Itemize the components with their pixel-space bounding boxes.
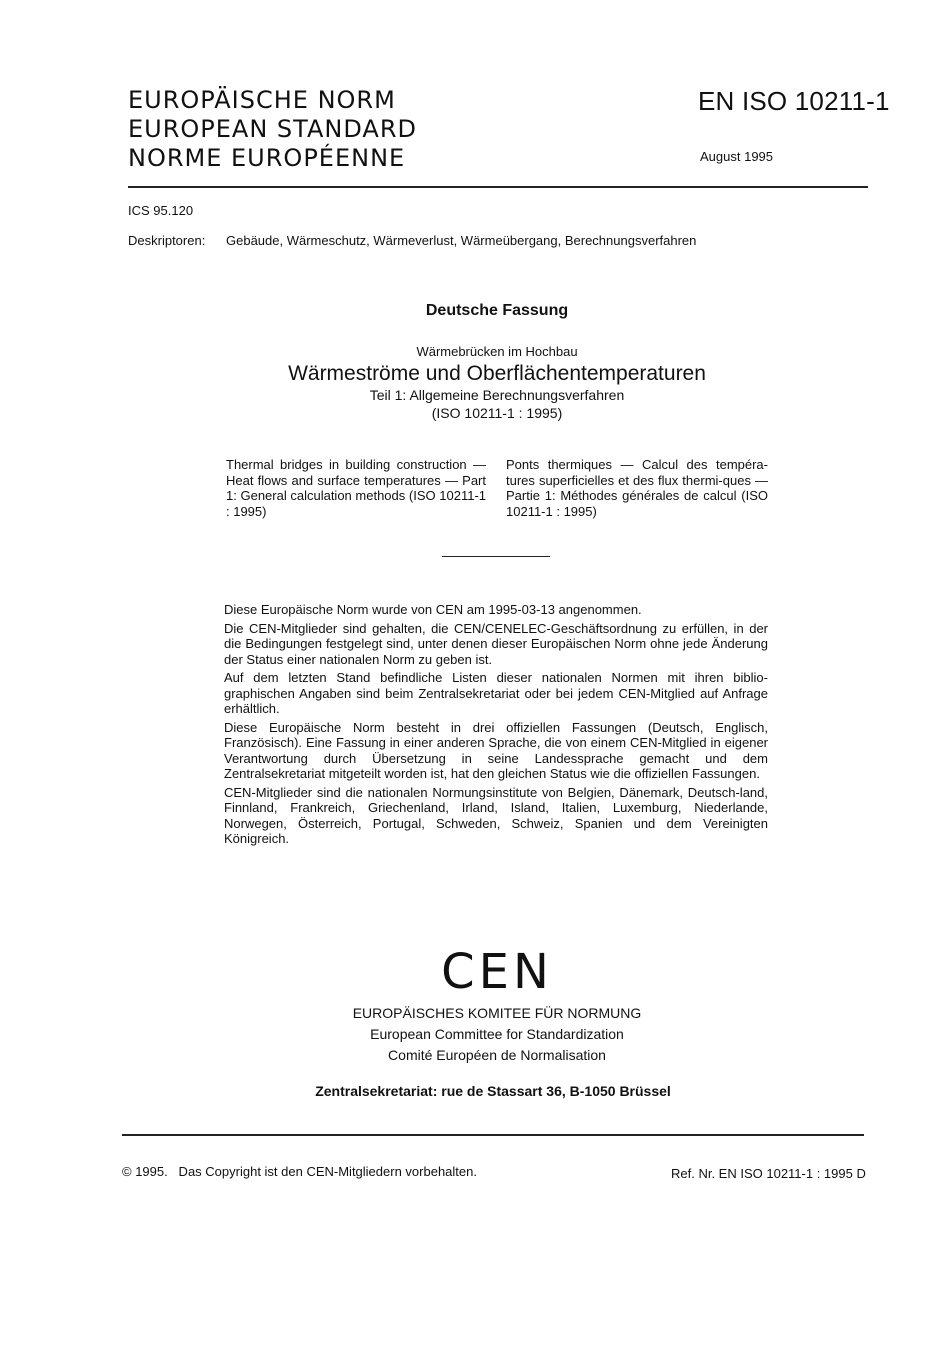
paragraph-lists: Auf dem letzten Stand befindliche Listen dieser nationalen Normen mit ihren biblio-graphischen Angaben sind beim Zentralsekretariat oder bei jedem CEN-Mitglied auf Anfrage erhältlich. [224, 670, 768, 716]
committee-name-french: Comité Européen de Normalisation [388, 1047, 606, 1063]
document-part-title: Teil 1: Allgemeine Berechnungsverfahren [369, 387, 625, 403]
french-title: Ponts thermiques — Calcul des tempéra-tures superficielles et des flux thermi-ques — Partie 1: Méthodes générales de calcul (ISO 10211-1 : 1995) [506, 457, 768, 519]
footer-divider [122, 1134, 864, 1136]
committee-names [0, 1003, 950, 1066]
paragraph-obligations: Die CEN-Mitglieder sind gehalten, die CEN/CENELEC-Geschäftsordnung zu erfüllen, in der die Bedingungen festgelegt sind, unter denen dieser Europäischen Norm ohne jede Änderung der Status einer nationalen Norm zu geben ist. [224, 620, 768, 667]
ics-code: ICS 95.120 [128, 203, 194, 218]
standard-number: EN ISO 10211-1 [698, 86, 890, 116]
document-subtitle: Wärmebrücken im Hochbau [416, 344, 578, 359]
section-divider [442, 556, 550, 557]
committee-name-english: European Committee for Standardization [370, 1026, 624, 1042]
descriptors-value: Gebäude, Wärmeschutz, Wärmeverlust, Wärmeübergang, Berechnungsverfahren [226, 233, 697, 248]
english-title: Thermal bridges in building construction — Heat flows and surface temperatures — Part 1: General calculation methods (ISO 10211-1 : 1995) [226, 457, 486, 519]
norm-title-block [128, 86, 417, 173]
version-heading: Deutsche Fassung [425, 302, 569, 319]
iso-reference: (ISO 10211-1 : 1995) [431, 405, 563, 421]
cen-logo: CEN [441, 944, 553, 1000]
committee-name-german: EUROPÄISCHES KOMITEE FÜR NORMUNG [352, 1005, 642, 1021]
document-main-title: Wärmeströme und Oberflächentemperaturen [288, 362, 706, 385]
reference-number: Ref. Nr. EN ISO 10211-1 : 1995 D [671, 1166, 866, 1181]
title-line-english: EUROPEAN STANDARD [128, 115, 417, 143]
title-line-french: NORME EUROPÉENNE [128, 144, 406, 172]
paragraph-versions: Diese Europäische Norm besteht in drei offiziellen Fassungen (Deutsch, Englisch, Französisch). Eine Fassung in einer anderen Sprache, die von einem CEN-Mitglied in eigener Verantwortung durch Übersetzung in seine Landessprache gemacht und dem Zentralsekretariat mitgeteilt worden ist, hat den gleichen Status wie die offiziellen Fassungen. [224, 719, 768, 781]
paragraph-adoption: Diese Europäische Norm wurde von CEN am 1995-03-13 angenommen. [224, 602, 642, 617]
header-divider [128, 186, 868, 188]
descriptors-label: Deskriptoren: [128, 233, 206, 248]
body-text [224, 602, 768, 850]
title-line-german: EUROPÄISCHE NORM [128, 86, 396, 114]
copyright-notice: © 1995. Das Copyright ist den CEN-Mitgliedern vorbehalten. [122, 1164, 477, 1179]
paragraph-members: CEN-Mitglieder sind die nationalen Normungsinstitute von Belgien, Dänemark, Deutsch-land, Finnland, Frankreich, Griechenland, Irland, Island, Italien, Luxemburg, Niederlande, Norwegen, Österreich, Portugal, Schweden, Schweiz, Spanien und dem Vereinigten Königreich. [224, 784, 768, 846]
publication-date: August 1995 [700, 149, 774, 164]
secretariat-address: Zentralsekretariat: rue de Stassart 36, B-1050 Brüssel [315, 1083, 671, 1099]
